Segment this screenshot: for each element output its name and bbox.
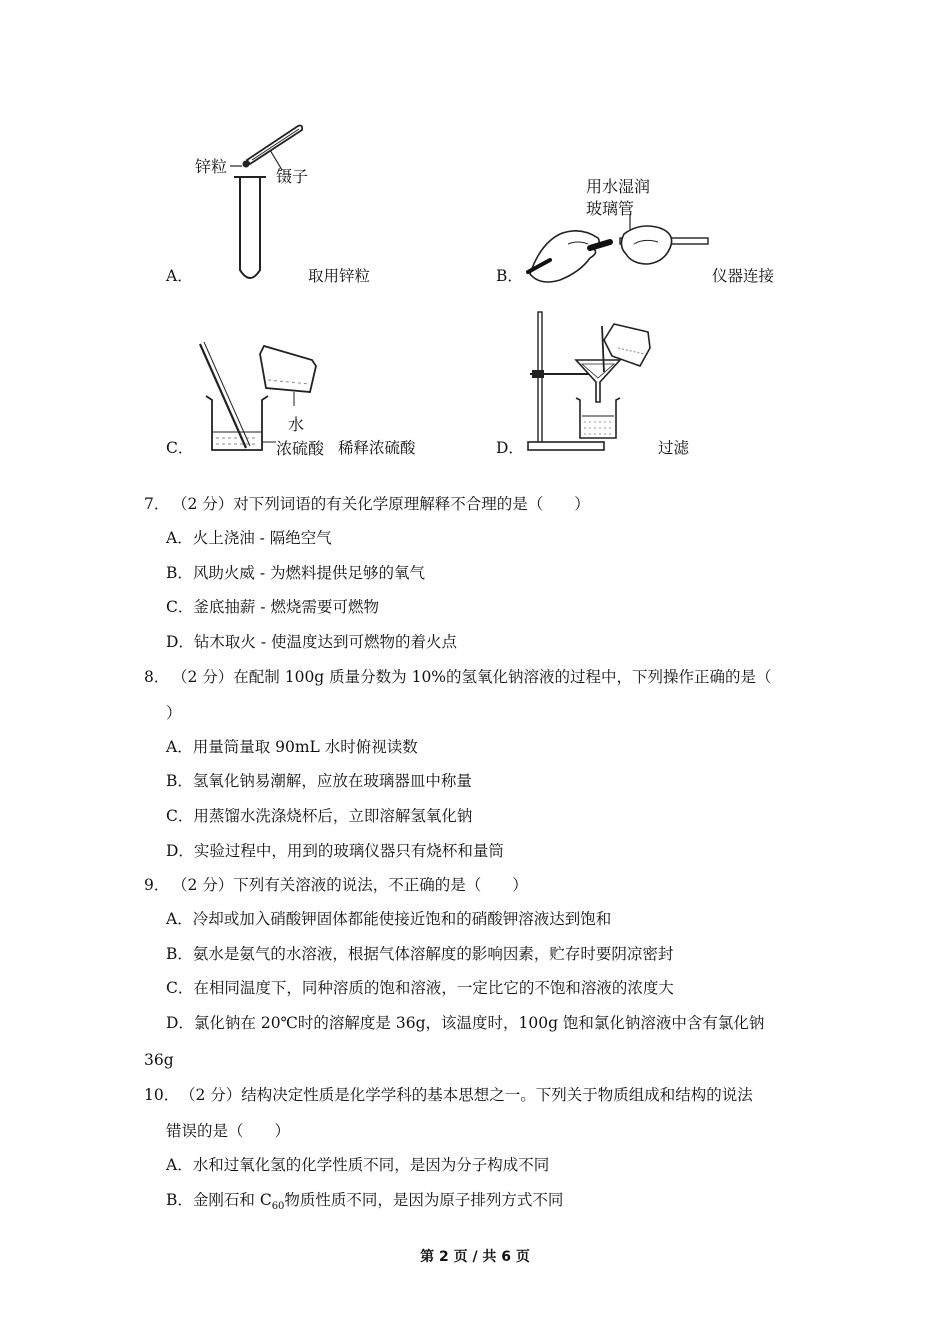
question-9-option-a: A．冷却或加入硝酸钾固体都能使接近饱和的硝酸钾溶液达到饱和 bbox=[166, 910, 612, 928]
question-8-option-d: D．实验过程中，用到的玻璃仪器只有烧杯和量筒 bbox=[166, 842, 504, 860]
hands-connecting-figure bbox=[520, 214, 710, 286]
question-7-option-a: A．火上浇油 - 隔绝空气 bbox=[166, 529, 332, 547]
question-10-stem-cont: 错误的是（ ） bbox=[166, 1122, 291, 1140]
zinc-granule-label: 锌粒 bbox=[195, 157, 228, 176]
option-b-letter: B． bbox=[496, 267, 523, 285]
option-b-subscript: 60 bbox=[271, 1201, 285, 1213]
question-9-option-b: B．氨水是氨气的水溶液，根据气体溶解度的影响因素，贮存时要阴凉密封 bbox=[166, 945, 674, 963]
question-8-option-c: C．用蒸馏水洗涤烧杯后，立即溶解氢氧化钠 bbox=[166, 807, 473, 825]
test-tube-tweezers-figure bbox=[190, 120, 320, 290]
water-label: 水 bbox=[288, 415, 305, 434]
question-10-number: 10． bbox=[144, 1086, 180, 1104]
question-9-option-c: C．在相同温度下，同种溶质的饱和溶液，一定比它的不饱和溶液的浓度大 bbox=[166, 979, 674, 997]
question-7-stem: （2 分）对下列词语的有关化学原理解释不合理的是（ ） bbox=[172, 495, 590, 513]
question-8-stem: （2 分）在配制 100g 质量分数为 10%的氢氧化钠溶液的过程中，下列操作正确的是（ bbox=[172, 668, 772, 686]
question-10-option-a: A．水和过氧化氢的化学性质不同，是因为分子构成不同 bbox=[166, 1156, 550, 1174]
option-d-caption: 过滤 bbox=[658, 439, 690, 457]
question-10-stem: （2 分）结构决定性质是化学学科的基本思想之一。下列关于物质组成和结构的说法 bbox=[180, 1086, 753, 1104]
option-b-prefix: B．金刚石和 C bbox=[166, 1191, 272, 1209]
question-8-stem-cont: ） bbox=[166, 704, 182, 722]
question-8-option-a: A．用量筒量取 90mL 水时俯视读数 bbox=[166, 738, 418, 756]
question-9-number: 9． bbox=[144, 876, 170, 894]
option-a-caption: 取用锌粒 bbox=[308, 267, 371, 285]
question-9-option-d-cont: 36g bbox=[144, 1051, 174, 1069]
question-8-number: 8． bbox=[144, 668, 170, 686]
question-7-option-c: C．釜底抽薪 - 燃烧需要可燃物 bbox=[166, 598, 379, 616]
question-7-option-d: D．钻木取火 - 使温度达到可燃物的着火点 bbox=[166, 633, 458, 651]
page-footer: 第 2 页 / 共 6 页 bbox=[420, 1249, 530, 1265]
question-9-option-d: D．氯化钠在 20℃时的溶解度是 36g，该温度时，100g 饱和氯化钠溶液中含有氯化钠 bbox=[166, 1014, 765, 1032]
option-c-caption: 稀释浓硫酸 bbox=[338, 439, 416, 457]
tweezers-label: 镊子 bbox=[276, 167, 309, 186]
question-9-stem: （2 分）下列有关溶液的说法，不正确的是（ ） bbox=[172, 876, 528, 894]
wet-glass-tube-label-2: 玻璃管 bbox=[586, 199, 635, 218]
filtration-figure bbox=[524, 310, 654, 456]
option-a-letter: A． bbox=[166, 267, 193, 285]
question-10-option-b bbox=[166, 1190, 563, 1217]
option-b-suffix: 物质性质不同，是因为原子排列方式不同 bbox=[284, 1191, 564, 1209]
question-8-option-b: B．氢氧化钠易潮解，应放在玻璃器皿中称量 bbox=[166, 772, 472, 790]
question-7-option-b: B．风助火威 - 为燃料提供足够的氧气 bbox=[166, 564, 425, 582]
wet-glass-tube-label-1: 用水湿润 bbox=[586, 177, 651, 196]
option-b-caption: 仪器连接 bbox=[712, 267, 775, 285]
option-c-letter: C． bbox=[166, 439, 194, 457]
question-7-number: 7． bbox=[144, 495, 170, 513]
concentrated-sulfuric-acid-label: 浓硫酸 bbox=[276, 439, 325, 458]
option-d-letter: D． bbox=[496, 439, 524, 457]
